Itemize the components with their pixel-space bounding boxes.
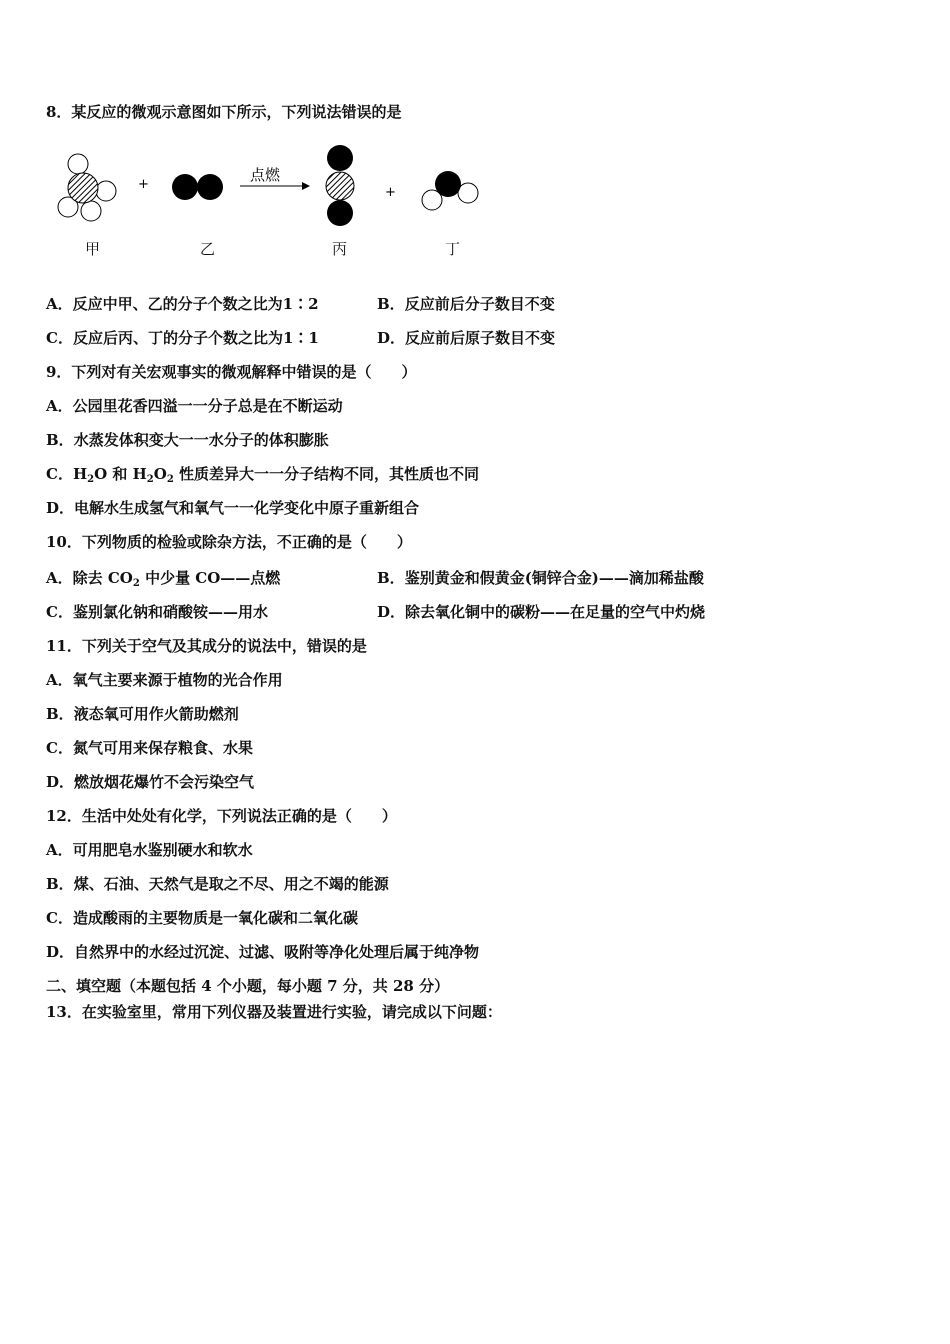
label-ding: 丁 xyxy=(445,240,461,258)
q8-option-c: C．反应后丙、丁的分子个数之比为1∶1 xyxy=(46,329,319,347)
arrow-head xyxy=(302,182,310,190)
q12-option-b: B．煤、石油、天然气是取之不尽、用之不竭的能源 xyxy=(46,875,389,893)
reaction-diagram xyxy=(50,140,490,270)
q8-option-a: A．反应中甲、乙的分子个数之比为1∶2 xyxy=(46,295,319,313)
q11-option-d: D．燃放烟花爆竹不会污染空气 xyxy=(46,773,255,791)
section-2-title: 二、填空题（本题包括 4 个小题，每小题 7 分，共 28 分） xyxy=(46,977,450,995)
question-12-stem: 12．生活中处处有化学，下列说法正确的是（ ） xyxy=(46,807,397,825)
plus-sign-2: + xyxy=(385,185,396,200)
reaction-svg xyxy=(50,140,490,270)
q12-option-d: D．自然界中的水经过沉淀、过滤、吸附等净化处理后属于纯净物 xyxy=(46,943,480,961)
q10-option-a: A．除去 $CO_2$ 中少量 CO——点燃 xyxy=(46,569,281,589)
label-bing: 丙 xyxy=(332,240,348,258)
q10-option-d: D．除去氧化铜中的碳粉——在足量的空气中灼烧 xyxy=(377,603,706,621)
q9-option-a: A．公园里花香四溢一一分子总是在不断运动 xyxy=(46,397,343,415)
label-yi: 乙 xyxy=(200,240,216,258)
question-9-stem: 9．下列对有关宏观事实的微观解释中错误的是（ ） xyxy=(46,363,417,381)
q9-option-c: C．$H_2O$ 和 $H_2O_2$ 性质差异大一一分子结构不同，其性质也不同 xyxy=(46,465,480,485)
q10-option-c: C．鉴别氯化钠和硝酸铵——用水 xyxy=(46,603,268,621)
question-8-stem: 8．某反应的微观示意图如下所示，下列说法错误的是 xyxy=(46,103,402,121)
molecule-jia xyxy=(58,154,116,221)
reaction-condition: 点燃 xyxy=(250,166,281,184)
q8-option-b: B．反应前后分子数目不变 xyxy=(377,295,555,313)
question-13-stem: 13．在实验室里，常用下列仪器及装置进行实验，请完成以下问题： xyxy=(46,1003,502,1021)
label-jia: 甲 xyxy=(85,240,101,258)
question-11-stem: 11．下列关于空气及其成分的说法中，错误的是 xyxy=(46,637,367,655)
q8-option-d: D．反应前后原子数目不变 xyxy=(377,329,556,347)
q11-option-b: B．液态氧可用作火箭助燃剂 xyxy=(46,705,239,723)
plus-sign-1: + xyxy=(138,177,149,192)
q11-option-a: A．氧气主要来源于植物的光合作用 xyxy=(46,671,283,689)
molecule-bing xyxy=(326,145,354,226)
q12-option-a: A．可用肥皂水鉴别硬水和软水 xyxy=(46,841,253,859)
molecule-ding xyxy=(422,171,478,210)
q9-option-b: B．水蒸发体积变大一一水分子的体积膨胀 xyxy=(46,431,329,449)
molecule-yi xyxy=(172,174,223,200)
q9-option-d: D．电解水生成氢气和氧气一一化学变化中原子重新组合 xyxy=(46,499,420,517)
q12-option-c: C．造成酸雨的主要物质是一氧化碳和二氧化碳 xyxy=(46,909,358,927)
q11-option-c: C．氮气可用来保存粮食、水果 xyxy=(46,739,253,757)
question-10-stem: 10．下列物质的检验或除杂方法，不正确的是（ ） xyxy=(46,533,412,551)
q10-option-b: B．鉴别黄金和假黄金(铜锌合金)——滴加稀盐酸 xyxy=(377,569,704,587)
